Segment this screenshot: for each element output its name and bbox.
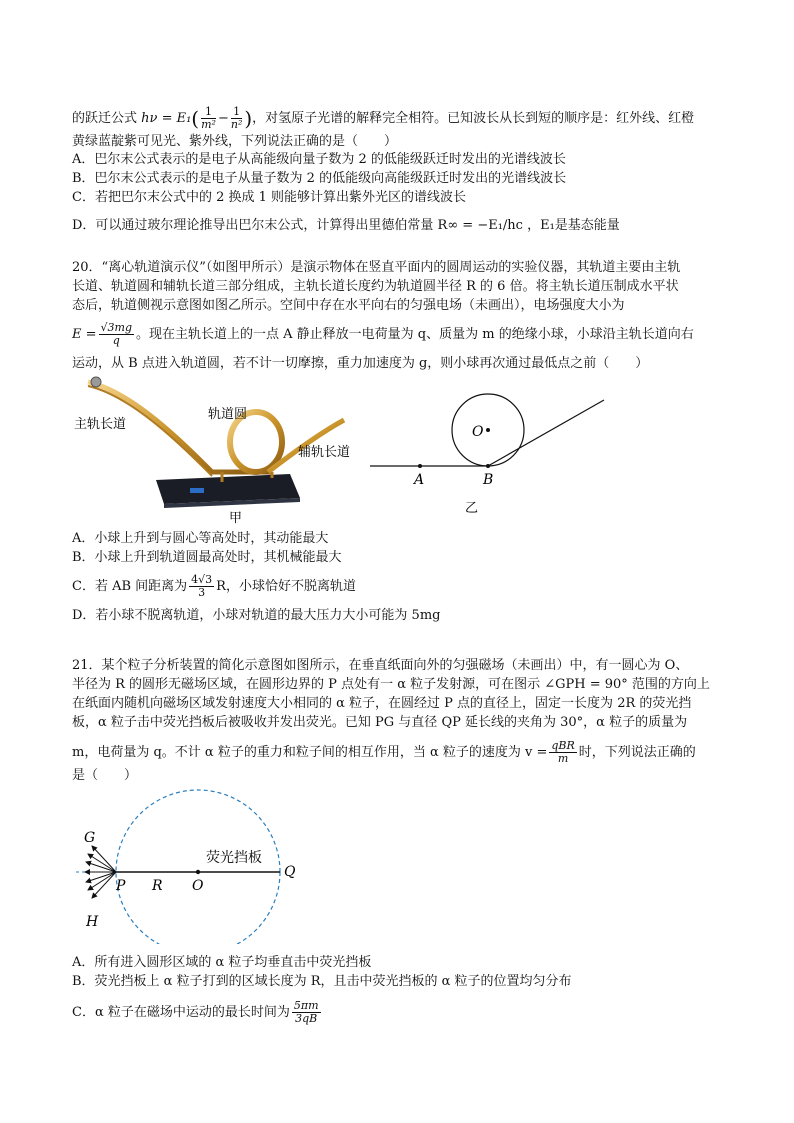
q21-option-b[interactable]: B．荧光挡板上 α 粒子打到的区域长度为 R，且击中荧光挡板的 α 粒子的位置均匀分布 bbox=[72, 974, 572, 989]
aux-incline bbox=[488, 400, 604, 466]
center-O-dot bbox=[196, 870, 200, 874]
q20-line3: 态后，轨道侧视示意图如图乙所示。空间中存在水平向右的匀强电场（未画出），电场强度大小为 bbox=[72, 298, 625, 313]
label-main-track: 主轨长道 bbox=[74, 417, 127, 432]
label-O: O bbox=[472, 424, 484, 440]
q20-line2: 长道、轨道圆和辅轨长道三部分组成，主轨长道长度约为轨道圆半径 R 的 6 倍。将主轨长道压制成水平状 bbox=[72, 279, 679, 294]
label-G: G bbox=[84, 830, 96, 846]
q21-line5: m，电荷量为 q。不计 α 粒子的重力和粒子间的相互作用，当 α 粒子的速度为 v = $\frac{\text{qBR}}{m}$ 时，下列说法正确的 bbox=[72, 739, 696, 765]
label-A: A bbox=[414, 472, 425, 488]
point-A-dot bbox=[418, 464, 422, 468]
q20-line5: 运动，从 B 点进入轨道圆，若不计一切摩擦，重力加速度为 g，则小球再次通过最低点之前（ ） bbox=[72, 356, 649, 371]
label-B: B bbox=[483, 472, 494, 488]
center-O-dot bbox=[486, 428, 490, 432]
q20-option-d[interactable]: D．若小球不脱离轨道，小球对轨道的最大压力大小可能为 5mg bbox=[72, 608, 441, 623]
q19-line1: 的跃迁公式 hν = E₁( $\frac{1}{\text{m²}}$ − $\frac{1}{\text{n²}}$ )，对氢原子光谱的解释完全相符。已知波长从长到短的顺序是：红外线、红橙 bbox=[72, 105, 695, 131]
apparatus-label-plate bbox=[190, 488, 204, 493]
q19-option-c[interactable]: C．若把巴尔末公式中的 2 换成 1 则能够计算出紫外光区的谱线波长 bbox=[72, 190, 467, 205]
q21-line2: 半径为 R 的圆形无磁场区域，在圆形边界的 P 点处有一 α 粒子发射源，可在图示 ∠GPH = 90° 范围的方向上 bbox=[72, 677, 710, 692]
ball bbox=[91, 377, 101, 387]
q21-diagram-magnetic-field bbox=[72, 784, 322, 944]
q21-line3: 在纸面内随机向磁场区域发射速度大小相同的 α 粒子，在圆经过 P 点的直径上，固定一长度为 2R 的荧光挡 bbox=[72, 696, 692, 711]
q20-option-b[interactable]: B．小球上升到轨道圆最高处时，其机械能最大 bbox=[72, 550, 342, 565]
q21-option-c[interactable]: C．α 粒子在磁场中运动的最长时间为 $\frac{5\pi m}{3qB}$ bbox=[72, 999, 319, 1025]
q20-option-c[interactable]: C．若 AB 间距离为 $\frac{4√3}{3}$ R，小球恰好不脱离轨道 bbox=[72, 573, 356, 599]
alpha-emission-arrows bbox=[85, 846, 116, 898]
label-aux-track: 辅轨长道 bbox=[298, 445, 351, 460]
q20-line1: 20．“离心轨道演示仪”（如图甲所示）是演示物体在竖直平面内的圆周运动的实验仪器，其轨道主要由主轨 bbox=[72, 260, 681, 275]
label-O: O bbox=[192, 878, 204, 894]
q19-option-d[interactable]: D．可以通过玻尔理论推导出巴尔末公式，计算得出里德伯常量 R∞ = −E₁/hc ，E₁是基态能量 bbox=[72, 218, 620, 233]
q20-photo-apparatus bbox=[72, 372, 372, 532]
label-screen: 荧光挡板 bbox=[206, 850, 262, 866]
label-loop: 轨道圆 bbox=[208, 407, 248, 422]
q21-line6: 是（ ） bbox=[72, 768, 138, 783]
q20-diagram-side-view bbox=[368, 384, 618, 520]
point-B-dot bbox=[486, 464, 490, 468]
caption-yi: 乙 bbox=[465, 501, 479, 516]
field-free-circle bbox=[116, 790, 280, 944]
label-Q: Q bbox=[284, 864, 296, 880]
caption-jia: 甲 bbox=[229, 511, 243, 526]
q20-option-a[interactable]: A．小球上升到与圆心等高处时，其动能最大 bbox=[72, 531, 329, 546]
q20-line4: E = $\frac{√3mg}{q}$ 。现在主轨长道上的一点 A 静止释放一电荷量为 q、质量为 m 的绝缘小球，小球沿主轨长道向右 bbox=[72, 321, 694, 347]
q19-line2: 黄绿蓝靛紫可见光、紫外线，下列说法正确的是（ ） bbox=[72, 134, 398, 149]
label-R: R bbox=[152, 878, 163, 894]
q21-line4: 板，α 粒子击中荧光挡板后被吸收并发出荧光。已知 PG 与直径 QP 延长线的夹角为 30°，α 粒子的质量为 bbox=[72, 715, 688, 730]
label-H: H bbox=[86, 914, 99, 930]
label-P: P bbox=[116, 878, 126, 894]
q21-option-a[interactable]: A．所有进入圆形区域的 α 粒子均垂直击中荧光挡板 bbox=[72, 955, 372, 970]
q21-line1: 21．某个粒子分析装置的简化示意图如图所示，在垂直纸面向外的匀强磁场（未画出）中，有一圆心为 O、 bbox=[72, 658, 689, 673]
q19-option-b[interactable]: B．巴尔末公式表示的是电子从量子数为 2 的低能级向高能级跃迁时发出的光谱线波长 bbox=[72, 171, 567, 186]
q19-option-a[interactable]: A．巴尔末公式表示的是电子从高能级向量子数为 2 的低能级跃迁时发出的光谱线波长 bbox=[72, 152, 566, 167]
